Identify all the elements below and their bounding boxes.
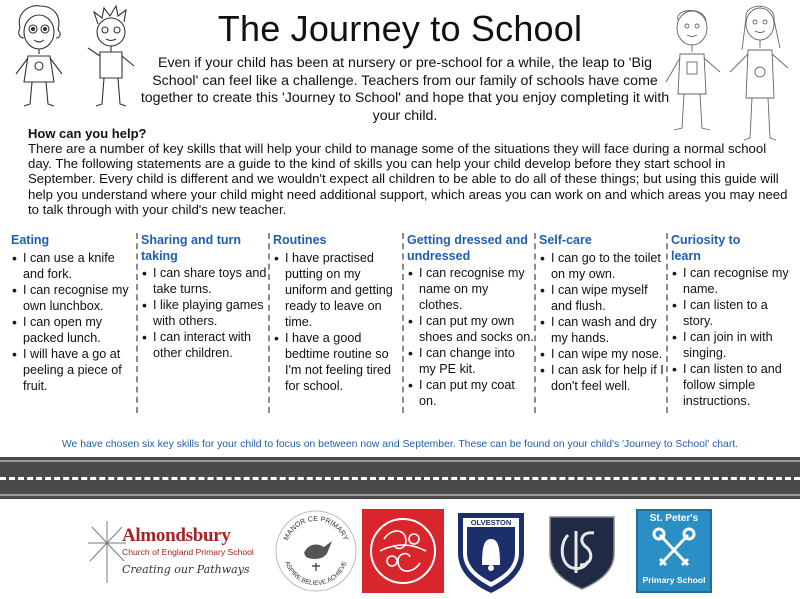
list-item: • I can wipe myself and flush. xyxy=(539,282,666,314)
manor-bottom-text: ASPIRE.BELIEVE.ACHIEVE xyxy=(283,560,349,588)
column-curiosity xyxy=(666,233,792,413)
manor-logo xyxy=(274,509,358,593)
olveston-logo xyxy=(454,509,528,595)
skills-columns xyxy=(8,233,792,413)
road-edge-top xyxy=(0,460,800,462)
list-item: • I can change into my PE kit. xyxy=(407,345,534,377)
list-item: • I can join in with singing. xyxy=(671,329,792,361)
bell-crest-icon xyxy=(454,509,528,595)
page-title: The Journey to School xyxy=(217,8,583,49)
list-item: • I like playing games with others. xyxy=(141,297,268,329)
column-heading: Self-care xyxy=(539,233,592,247)
column-eating xyxy=(8,233,136,413)
list-item: • I can open my packed lunch. xyxy=(11,314,136,346)
list-item: • I have practised putting on my uniform and getting ready to leave on time. xyxy=(273,250,402,330)
help-paragraph: There are a number of key skills that will help your child to manage some of the situations they will face during a normal school day. The following statements are a guide to the kind of skills you can help your child develop before they start school in September. Every child is different and we wouldn't expect all children to be able to do all of these things; but using this guide will help you understand where your child might need additional support, which areas you can work on and which areas you may need to talk through with your child's new teacher. xyxy=(28,141,788,217)
list-item: • I can listen to and follow simple instructions. xyxy=(671,361,792,409)
list-item: • I will have a go at peeling a piece of fruit. xyxy=(11,346,136,394)
road-lane-marking xyxy=(0,477,800,480)
column-heading: Getting dressed and undressed xyxy=(407,233,528,263)
st-peters-line1: St. Peter's xyxy=(649,513,699,524)
monogram-shield-icon xyxy=(546,513,618,591)
list-item: • I can share toys and take turns. xyxy=(141,265,268,297)
list-item: • I can put my own shoes and socks on. xyxy=(407,313,534,345)
column-heading: Eating xyxy=(11,233,50,247)
list-item: • I can wipe my nose. xyxy=(539,346,666,362)
footnote: We have chosen six key skills for your child to focus on between now and September. These can be found on your child's 'Journey to School' chart. xyxy=(61,439,739,450)
column-routines xyxy=(268,233,402,413)
intro-text: Even if your child has been at nursery or pre-school for a while, the leap to 'Big School' can feel like a challenge. Teachers from our family of schools have come together to create this 'Journey to School' and hope that you enjoy completing it with your child. xyxy=(140,55,670,124)
list-item: • I can interact with other children. xyxy=(141,329,268,361)
list-item: • I can recognise my own lunchbox. xyxy=(11,282,136,314)
help-heading: How can you help? xyxy=(28,126,147,141)
list-item: • I can use a knife and fork. xyxy=(11,250,136,282)
cross-icon xyxy=(88,521,126,583)
paisley-pattern-icon xyxy=(362,509,444,593)
road-divider xyxy=(0,457,800,499)
crossed-keys-icon xyxy=(652,527,696,573)
st-peters-logo xyxy=(636,509,712,593)
list-item: • I can put my coat on. xyxy=(407,377,534,409)
column-dressing xyxy=(402,233,534,413)
column-heading: Sharing and turn taking xyxy=(141,233,241,263)
list-item: • I can wash and dry my hands. xyxy=(539,314,666,346)
dove-icon xyxy=(274,509,358,593)
almondsbury-tagline: Creating our Pathways xyxy=(122,563,250,576)
school-logos xyxy=(0,505,800,599)
list-item: • I have a good bedtime routine so I'm not feeling tired for school. xyxy=(273,330,402,394)
almondsbury-logo xyxy=(88,519,268,589)
manor-top-text: MANOR CE PRIMARY xyxy=(281,513,351,542)
road-edge-bottom xyxy=(0,494,800,496)
list-item: • I can recognise my name on my clothes. xyxy=(407,265,534,313)
almondsbury-subtitle: Church of England Primary School xyxy=(122,547,254,557)
almondsbury-name: Almondsbury xyxy=(122,525,231,546)
st-peters-line2: Primary School xyxy=(642,575,706,585)
column-heading: Curiosity to learn xyxy=(671,233,741,263)
list-item: • I can ask for help if I don't feel well. xyxy=(539,362,666,394)
column-sharing xyxy=(136,233,268,413)
column-self-care xyxy=(534,233,666,413)
list-item: • I can go to the toilet on my own. xyxy=(539,250,666,282)
list-item: • I can listen to a story. xyxy=(671,297,792,329)
list-item: • I can recognise my name. xyxy=(671,265,792,297)
column-heading: Routines xyxy=(273,233,327,247)
olveston-name: OLVESTON xyxy=(470,518,512,527)
